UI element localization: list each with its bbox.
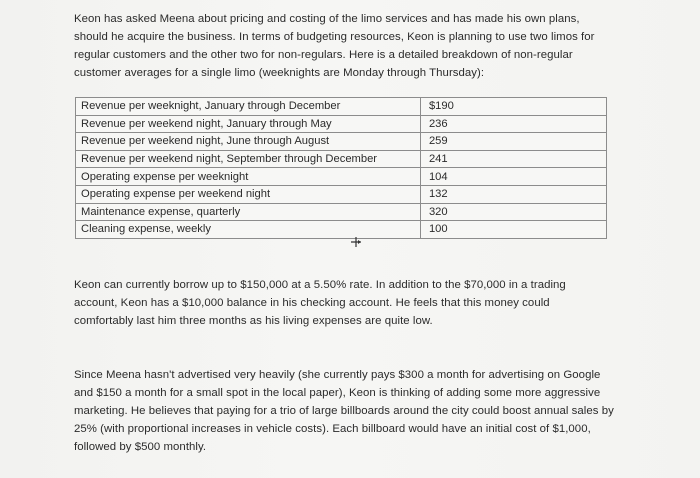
mouse-pointer-icon	[350, 236, 362, 248]
row-label: Revenue per weekend night, September through December	[76, 150, 421, 168]
intro-paragraph: Keon has asked Meena about pricing and costing of the limo services and has made his own plans, should he acquire the business. In terms of budgeting resources, Keon is planning to use two limos for regular customers and the other two for non-regulars. Here is a detailed breakdown of non-regular customer averages for a single limo (weeknights are Monday through Thursday):	[74, 13, 595, 79]
table-row	[76, 98, 607, 116]
row-value: 241	[420, 150, 606, 168]
table-row	[76, 168, 607, 186]
financing-paragraph: Keon can currently borrow up to $150,000 at a 5.50% rate. In addition to the $70,000 in a trading account, Keon has a $10,000 balance in his checking account. He feels that this money could comfortably last him three months as his living expenses are quite low.	[74, 279, 566, 327]
row-label: Revenue per weekend night, June through August	[76, 133, 421, 151]
table-row	[76, 115, 607, 133]
table-row	[76, 133, 607, 151]
row-value: 104	[420, 168, 606, 186]
row-label: Cleaning expense, weekly	[76, 221, 421, 239]
row-label: Maintenance expense, quarterly	[76, 203, 421, 221]
cost-breakdown-table	[75, 97, 607, 239]
row-value: 236	[420, 115, 606, 133]
row-label: Operating expense per weekend night	[76, 185, 421, 203]
table-row	[76, 221, 607, 239]
row-value: 100	[420, 221, 606, 239]
marketing-paragraph: Since Meena hasn't advertised very heavily (she currently pays $300 a month for advertising on Google and $150 a month for a small spot in the local paper), Keon is thinking of adding some more aggressive marketing. He believes that paying for a trio of large billboards around the city could boost annual sales by 25% (with proportional increases in vehicle costs). Each billboard would have an initial cost of $1,000, followed by $500 monthly.	[74, 369, 614, 453]
row-value: 320	[420, 203, 606, 221]
row-value: $190	[420, 98, 606, 116]
row-label: Revenue per weekend night, January through May	[76, 115, 421, 133]
row-value: 132	[420, 185, 606, 203]
row-label: Operating expense per weeknight	[76, 168, 421, 186]
table-row	[76, 185, 607, 203]
row-label: Revenue per weeknight, January through December	[76, 98, 421, 116]
row-value: 259	[420, 133, 606, 151]
table-row	[76, 150, 607, 168]
table-row	[76, 203, 607, 221]
